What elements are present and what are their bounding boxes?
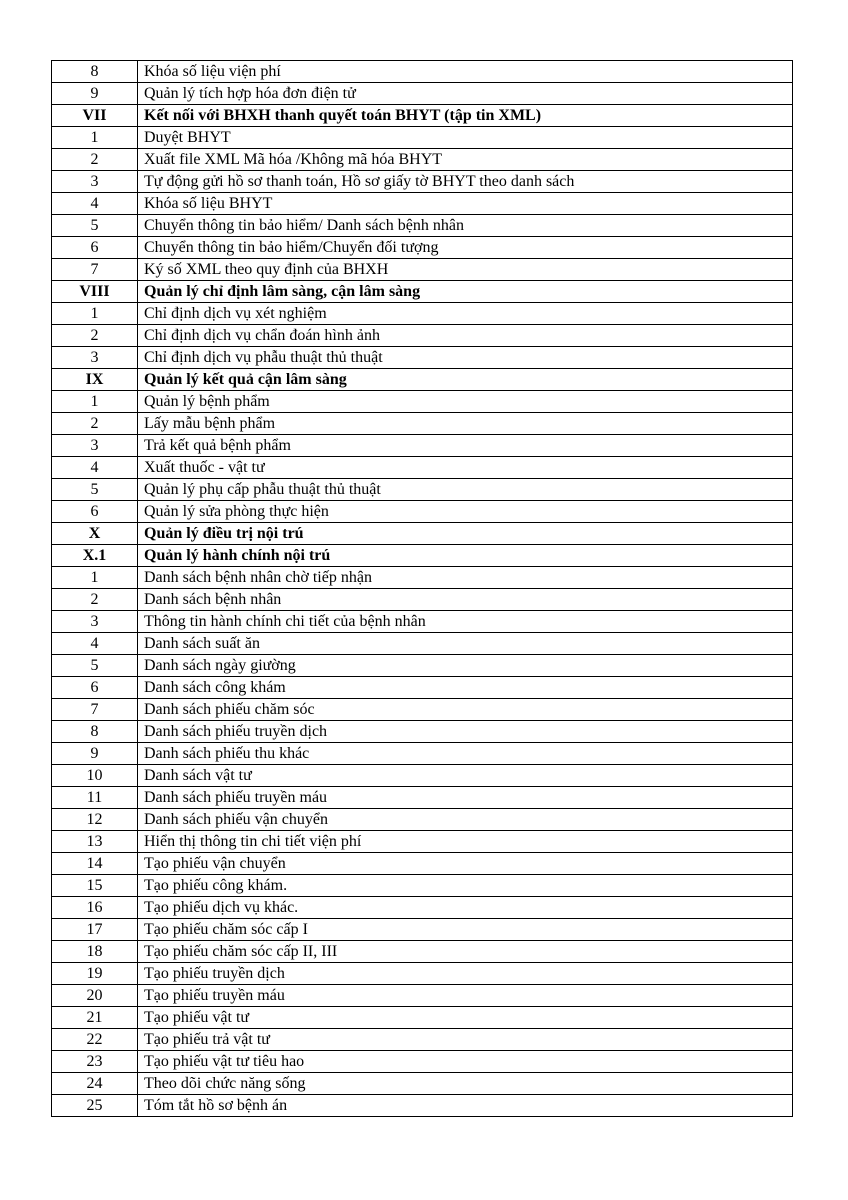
row-description-cell: Danh sách ngày giường xyxy=(138,655,793,677)
row-description-cell: Khóa số liệu viện phí xyxy=(138,61,793,83)
row-description-cell: Chỉ định dịch vụ phẫu thuật thủ thuật xyxy=(138,347,793,369)
row-description-cell: Danh sách bệnh nhân xyxy=(138,589,793,611)
row-description-cell: Tạo phiếu dịch vụ khác. xyxy=(138,897,793,919)
row-number-cell: 14 xyxy=(52,853,138,875)
row-description-cell: Chuyển thông tin bảo hiểm/Chuyển đối tượng xyxy=(138,237,793,259)
row-number-cell: 21 xyxy=(52,1007,138,1029)
table-row xyxy=(52,435,793,457)
row-number-cell: 18 xyxy=(52,941,138,963)
row-description-cell: Trả kết quả bệnh phẩm xyxy=(138,435,793,457)
row-number-cell: 1 xyxy=(52,127,138,149)
row-number-cell: 4 xyxy=(52,633,138,655)
table-row xyxy=(52,699,793,721)
row-number-cell: 3 xyxy=(52,347,138,369)
row-number-cell: 8 xyxy=(52,61,138,83)
row-number-cell: 5 xyxy=(52,215,138,237)
table-row xyxy=(52,567,793,589)
table-row xyxy=(52,1051,793,1073)
row-number-cell: VIII xyxy=(52,281,138,303)
table-row xyxy=(52,479,793,501)
row-number-cell: 23 xyxy=(52,1051,138,1073)
section-header-row xyxy=(52,281,793,303)
row-number-cell: 6 xyxy=(52,501,138,523)
table-row xyxy=(52,743,793,765)
table-row xyxy=(52,853,793,875)
table-row xyxy=(52,1073,793,1095)
row-number-cell: 15 xyxy=(52,875,138,897)
row-description-cell: Chuyển thông tin bảo hiểm/ Danh sách bệnh nhân xyxy=(138,215,793,237)
row-description-cell: Danh sách phiếu truyền dịch xyxy=(138,721,793,743)
row-description-cell: Quản lý điều trị nội trú xyxy=(138,523,793,545)
row-description-cell: Khóa số liệu BHYT xyxy=(138,193,793,215)
row-number-cell: 3 xyxy=(52,171,138,193)
table-row xyxy=(52,809,793,831)
row-number-cell: 6 xyxy=(52,237,138,259)
table-row xyxy=(52,237,793,259)
row-description-cell: Tạo phiếu vật tư tiêu hao xyxy=(138,1051,793,1073)
row-description-cell: Tự động gửi hồ sơ thanh toán, Hồ sơ giấy tờ BHYT theo danh sách xyxy=(138,171,793,193)
table-row xyxy=(52,875,793,897)
table-row xyxy=(52,611,793,633)
row-number-cell: 5 xyxy=(52,655,138,677)
row-description-cell: Xuất thuốc - vật tư xyxy=(138,457,793,479)
row-description-cell: Danh sách phiếu truyền máu xyxy=(138,787,793,809)
table-row xyxy=(52,413,793,435)
row-description-cell: Ký số XML theo quy định của BHXH xyxy=(138,259,793,281)
table-row xyxy=(52,941,793,963)
row-description-cell: Danh sách bệnh nhân chờ tiếp nhận xyxy=(138,567,793,589)
row-description-cell: Tạo phiếu truyền máu xyxy=(138,985,793,1007)
row-description-cell: Tạo phiếu chăm sóc cấp II, III xyxy=(138,941,793,963)
table-row xyxy=(52,963,793,985)
table-row xyxy=(52,655,793,677)
table-row xyxy=(52,677,793,699)
row-number-cell: 24 xyxy=(52,1073,138,1095)
table-row xyxy=(52,171,793,193)
row-number-cell: 2 xyxy=(52,325,138,347)
row-description-cell: Quản lý phụ cấp phẫu thuật thủ thuật xyxy=(138,479,793,501)
row-description-cell: Danh sách phiếu vận chuyển xyxy=(138,809,793,831)
row-number-cell: IX xyxy=(52,369,138,391)
row-number-cell: VII xyxy=(52,105,138,127)
row-number-cell: 17 xyxy=(52,919,138,941)
section-header-row xyxy=(52,369,793,391)
row-description-cell: Quản lý chỉ định lâm sàng, cận lâm sàng xyxy=(138,281,793,303)
row-number-cell: 19 xyxy=(52,963,138,985)
table-row xyxy=(52,83,793,105)
row-description-cell: Danh sách vật tư xyxy=(138,765,793,787)
row-number-cell: 6 xyxy=(52,677,138,699)
row-description-cell: Chỉ định dịch vụ chẩn đoán hình ảnh xyxy=(138,325,793,347)
row-description-cell: Xuất file XML Mã hóa /Không mã hóa BHYT xyxy=(138,149,793,171)
row-description-cell: Quản lý kết quả cận lâm sàng xyxy=(138,369,793,391)
table-row xyxy=(52,985,793,1007)
row-description-cell: Chỉ định dịch vụ xét nghiệm xyxy=(138,303,793,325)
row-number-cell: 25 xyxy=(52,1095,138,1117)
row-number-cell: 7 xyxy=(52,259,138,281)
row-number-cell: 9 xyxy=(52,743,138,765)
row-number-cell: 13 xyxy=(52,831,138,853)
row-number-cell: 5 xyxy=(52,479,138,501)
row-description-cell: Danh sách phiếu chăm sóc xyxy=(138,699,793,721)
table-row xyxy=(52,501,793,523)
row-description-cell: Tạo phiếu chăm sóc cấp I xyxy=(138,919,793,941)
table-row xyxy=(52,215,793,237)
row-description-cell: Danh sách công khám xyxy=(138,677,793,699)
row-number-cell: X.1 xyxy=(52,545,138,567)
section-header-row xyxy=(52,105,793,127)
row-description-cell: Quản lý bệnh phẩm xyxy=(138,391,793,413)
row-description-cell: Theo dõi chức năng sống xyxy=(138,1073,793,1095)
table-row xyxy=(52,787,793,809)
feature-list-table xyxy=(51,60,793,1117)
row-description-cell: Tạo phiếu truyền dịch xyxy=(138,963,793,985)
table-row xyxy=(52,149,793,171)
row-number-cell: 8 xyxy=(52,721,138,743)
table-row xyxy=(52,347,793,369)
table-row xyxy=(52,259,793,281)
row-number-cell: 3 xyxy=(52,435,138,457)
row-description-cell: Kết nối với BHXH thanh quyết toán BHYT (tập tin XML) xyxy=(138,105,793,127)
row-description-cell: Hiển thị thông tin chi tiết viện phí xyxy=(138,831,793,853)
table-body xyxy=(52,61,793,1117)
row-description-cell: Danh sách suất ăn xyxy=(138,633,793,655)
table-row xyxy=(52,127,793,149)
table-row xyxy=(52,193,793,215)
table-row xyxy=(52,721,793,743)
row-number-cell: X xyxy=(52,523,138,545)
table-row xyxy=(52,633,793,655)
row-number-cell: 1 xyxy=(52,303,138,325)
table-row xyxy=(52,1007,793,1029)
table-row xyxy=(52,589,793,611)
row-number-cell: 2 xyxy=(52,149,138,171)
row-number-cell: 1 xyxy=(52,391,138,413)
table-row xyxy=(52,919,793,941)
table-row xyxy=(52,1095,793,1117)
section-header-row xyxy=(52,523,793,545)
row-number-cell: 10 xyxy=(52,765,138,787)
row-description-cell: Thông tin hành chính chi tiết của bệnh nhân xyxy=(138,611,793,633)
table-row xyxy=(52,897,793,919)
row-description-cell: Tạo phiếu công khám. xyxy=(138,875,793,897)
row-number-cell: 11 xyxy=(52,787,138,809)
row-number-cell: 20 xyxy=(52,985,138,1007)
table-row xyxy=(52,391,793,413)
table-row xyxy=(52,457,793,479)
row-description-cell: Danh sách phiếu thu khác xyxy=(138,743,793,765)
row-description-cell: Tạo phiếu vận chuyển xyxy=(138,853,793,875)
row-number-cell: 3 xyxy=(52,611,138,633)
row-number-cell: 2 xyxy=(52,413,138,435)
row-number-cell: 16 xyxy=(52,897,138,919)
table-row xyxy=(52,831,793,853)
row-number-cell: 12 xyxy=(52,809,138,831)
row-description-cell: Tạo phiếu trả vật tư xyxy=(138,1029,793,1051)
row-description-cell: Duyệt BHYT xyxy=(138,127,793,149)
row-description-cell: Quản lý tích hợp hóa đơn điện tử xyxy=(138,83,793,105)
row-number-cell: 7 xyxy=(52,699,138,721)
section-header-row xyxy=(52,545,793,567)
table-row xyxy=(52,61,793,83)
row-description-cell: Quản lý hành chính nội trú xyxy=(138,545,793,567)
row-number-cell: 22 xyxy=(52,1029,138,1051)
row-number-cell: 2 xyxy=(52,589,138,611)
table-row xyxy=(52,325,793,347)
row-description-cell: Tạo phiếu vật tư xyxy=(138,1007,793,1029)
row-number-cell: 4 xyxy=(52,193,138,215)
row-description-cell: Quản lý sửa phòng thực hiện xyxy=(138,501,793,523)
table-row xyxy=(52,1029,793,1051)
row-number-cell: 4 xyxy=(52,457,138,479)
row-description-cell: Tóm tắt hồ sơ bệnh án xyxy=(138,1095,793,1117)
row-number-cell: 1 xyxy=(52,567,138,589)
row-description-cell: Lấy mẫu bệnh phẩm xyxy=(138,413,793,435)
table-row xyxy=(52,303,793,325)
table-row xyxy=(52,765,793,787)
row-number-cell: 9 xyxy=(52,83,138,105)
